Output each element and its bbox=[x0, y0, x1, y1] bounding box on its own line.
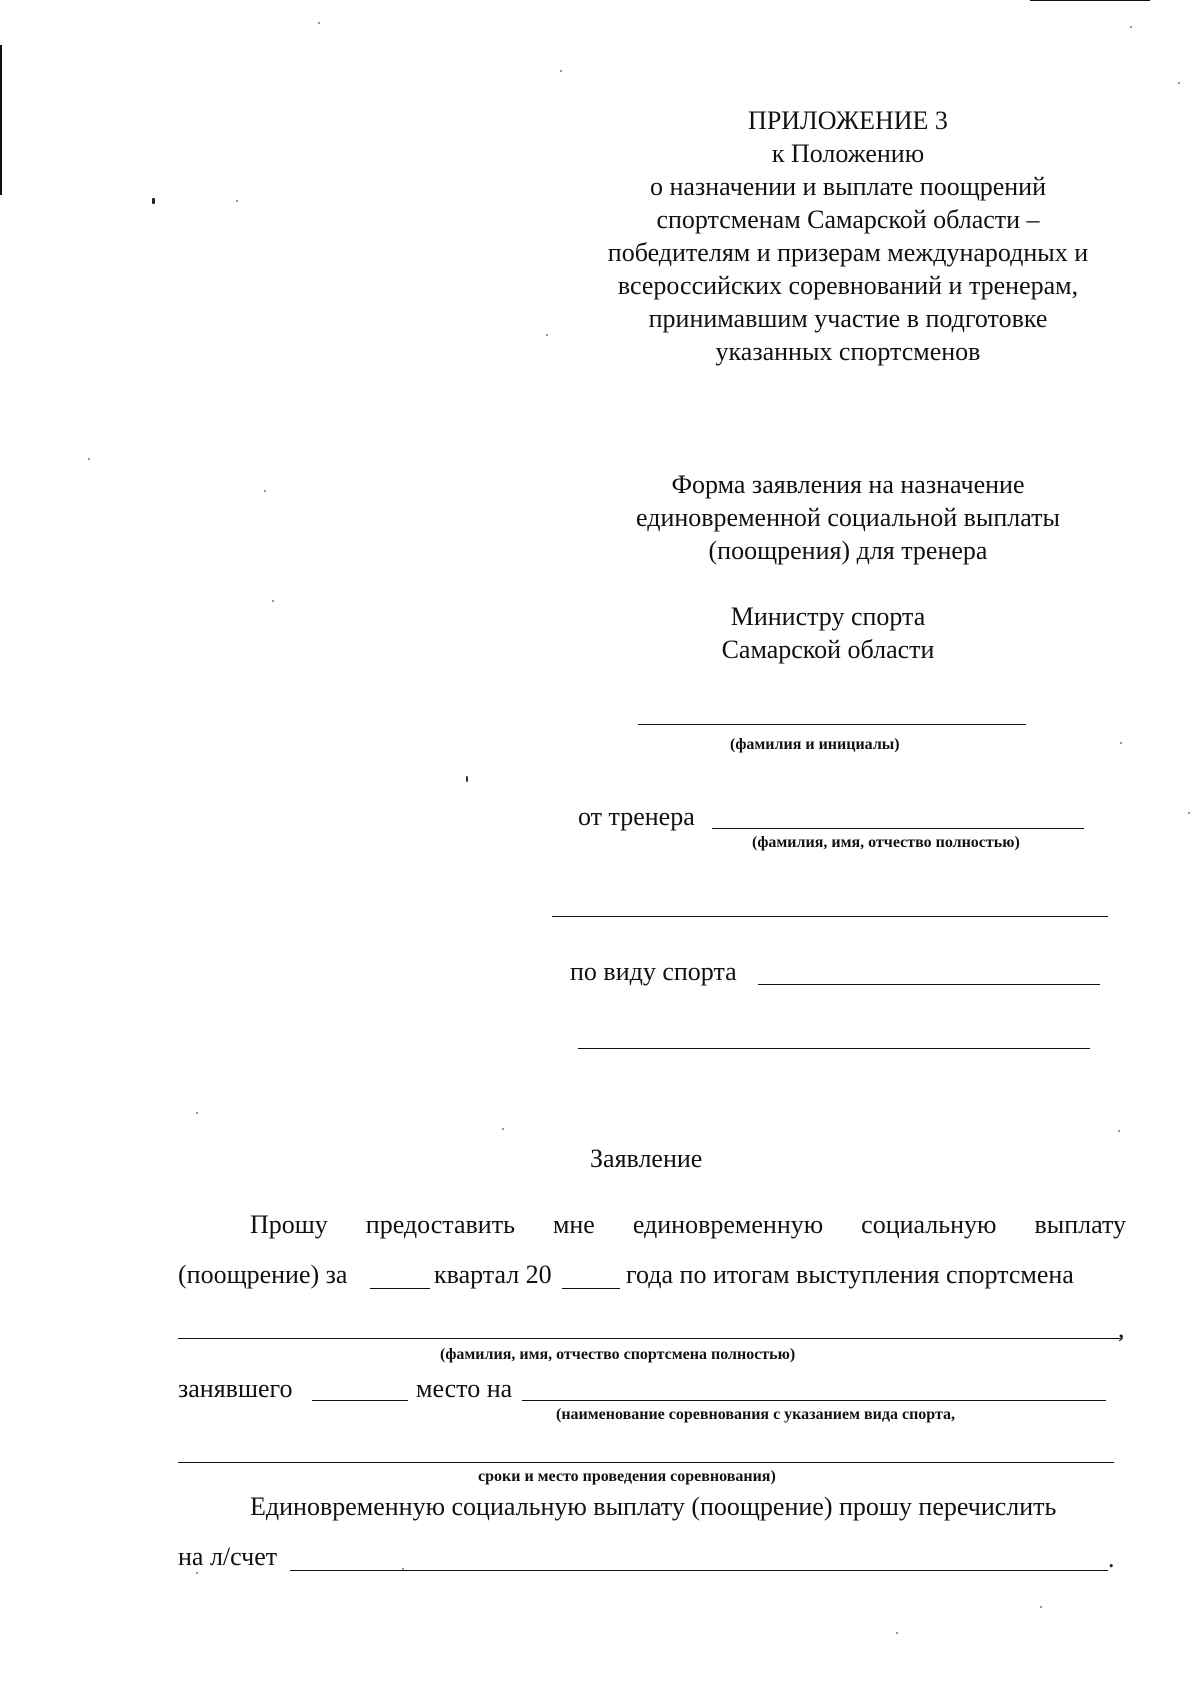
from-hint: (фамилия, имя, отчество полностью) bbox=[752, 834, 1020, 851]
scan-speck bbox=[560, 70, 562, 72]
scan-speck bbox=[1188, 812, 1190, 814]
scan-speck bbox=[896, 1632, 898, 1634]
athlete-hint: (фамилия, имя, отчество спортсмена полностью) bbox=[440, 1346, 796, 1363]
sport-field[interactable] bbox=[758, 984, 1100, 985]
scan-speck bbox=[88, 458, 90, 460]
account-field[interactable] bbox=[290, 1570, 1108, 1571]
place-field[interactable] bbox=[312, 1400, 408, 1401]
quarter-field[interactable] bbox=[370, 1288, 430, 1289]
competition-field[interactable] bbox=[522, 1400, 1106, 1401]
from-label: от тренера bbox=[578, 802, 695, 831]
year-field[interactable] bbox=[562, 1288, 620, 1289]
addressee-name-field[interactable] bbox=[638, 724, 1026, 725]
competition-hint: (наименование соревнования с указанием вида спорта, bbox=[556, 1406, 956, 1423]
scan-speck bbox=[1040, 1606, 1042, 1608]
form-title bbox=[548, 468, 1148, 567]
statement-p1-line1 bbox=[250, 1208, 1126, 1241]
scan-speck bbox=[1130, 26, 1132, 28]
scan-speck bbox=[1118, 1130, 1120, 1132]
scan-edge-mark-top bbox=[1030, 0, 1150, 1]
scan-speck bbox=[236, 200, 238, 202]
scan-speck bbox=[1120, 742, 1122, 744]
word: мне bbox=[552, 1210, 595, 1239]
scan-speck bbox=[196, 1572, 198, 1574]
appendix-line: указанных спортсменов bbox=[715, 337, 981, 366]
addressee-line: Министру спорта bbox=[730, 602, 926, 631]
scan-speck bbox=[196, 1112, 198, 1114]
scan-edge-mark bbox=[0, 45, 2, 195]
word: социальную bbox=[861, 1210, 997, 1239]
appendix-line: всероссийских соревнований и тренерам, bbox=[617, 271, 1079, 300]
appendix-line: спортсменам Самарской области – bbox=[656, 205, 1040, 234]
scan-speck bbox=[546, 334, 548, 336]
scan-speck bbox=[318, 22, 320, 24]
statement-heading: Заявление bbox=[590, 1144, 703, 1173]
p1-l2-a: (поощрение) за bbox=[178, 1260, 348, 1289]
account-label: на л/счет bbox=[178, 1542, 278, 1571]
scan-speck bbox=[264, 490, 266, 492]
addressee-hint: (фамилия и инициалы) bbox=[730, 736, 900, 753]
scan-speck bbox=[272, 600, 274, 602]
took-label: занявшего bbox=[178, 1374, 293, 1403]
sport-label: по виду спорта bbox=[570, 957, 737, 986]
appendix-line: о назначении и выплате поощрений bbox=[649, 172, 1047, 201]
statement-p2: Единовременную социальную выплату (поощрение) прошу перечислить bbox=[250, 1492, 1057, 1521]
sport-field-continued[interactable] bbox=[578, 1048, 1090, 1049]
form-title-line: единовременной социальной выплаты bbox=[636, 503, 1060, 532]
appendix-line: ПРИЛОЖЕНИЕ 3 bbox=[748, 106, 948, 135]
scan-speck bbox=[152, 198, 155, 204]
p1-l2-b: квартал 20 bbox=[434, 1260, 552, 1289]
word: единовременную bbox=[632, 1210, 824, 1239]
athlete-name-field[interactable] bbox=[178, 1338, 1122, 1339]
addressee-line: Самарской области bbox=[721, 635, 935, 664]
appendix-header bbox=[548, 104, 1148, 368]
scan-speck bbox=[1178, 82, 1180, 84]
athlete-comma: , bbox=[1118, 1314, 1125, 1343]
place-label: место на bbox=[416, 1374, 513, 1403]
scan-speck bbox=[402, 1568, 404, 1570]
scan-speck bbox=[502, 1128, 504, 1130]
form-title-line: (поощрения) для тренера bbox=[708, 536, 988, 565]
competition-field-continued[interactable] bbox=[178, 1462, 1114, 1463]
appendix-line: принимавшим участие в подготовке bbox=[648, 304, 1048, 333]
word: выплату bbox=[1034, 1210, 1126, 1239]
dates-hint: сроки и место проведения соревнования) bbox=[478, 1468, 776, 1485]
form-title-line: Форма заявления на назначение bbox=[671, 470, 1025, 499]
word: Прошу bbox=[250, 1210, 328, 1239]
word: предоставить bbox=[365, 1210, 515, 1239]
trainer-name-field-continued[interactable] bbox=[552, 916, 1108, 917]
p1-l2-c: года по итогам выступления спортсмена bbox=[626, 1260, 1074, 1289]
appendix-line: победителям и призерам международных и bbox=[607, 238, 1089, 267]
appendix-line: к Положению bbox=[771, 139, 925, 168]
account-period: . bbox=[1108, 1544, 1115, 1573]
addressee-block bbox=[528, 600, 1128, 666]
trainer-name-field[interactable] bbox=[712, 828, 1084, 829]
scan-speck bbox=[466, 776, 468, 782]
